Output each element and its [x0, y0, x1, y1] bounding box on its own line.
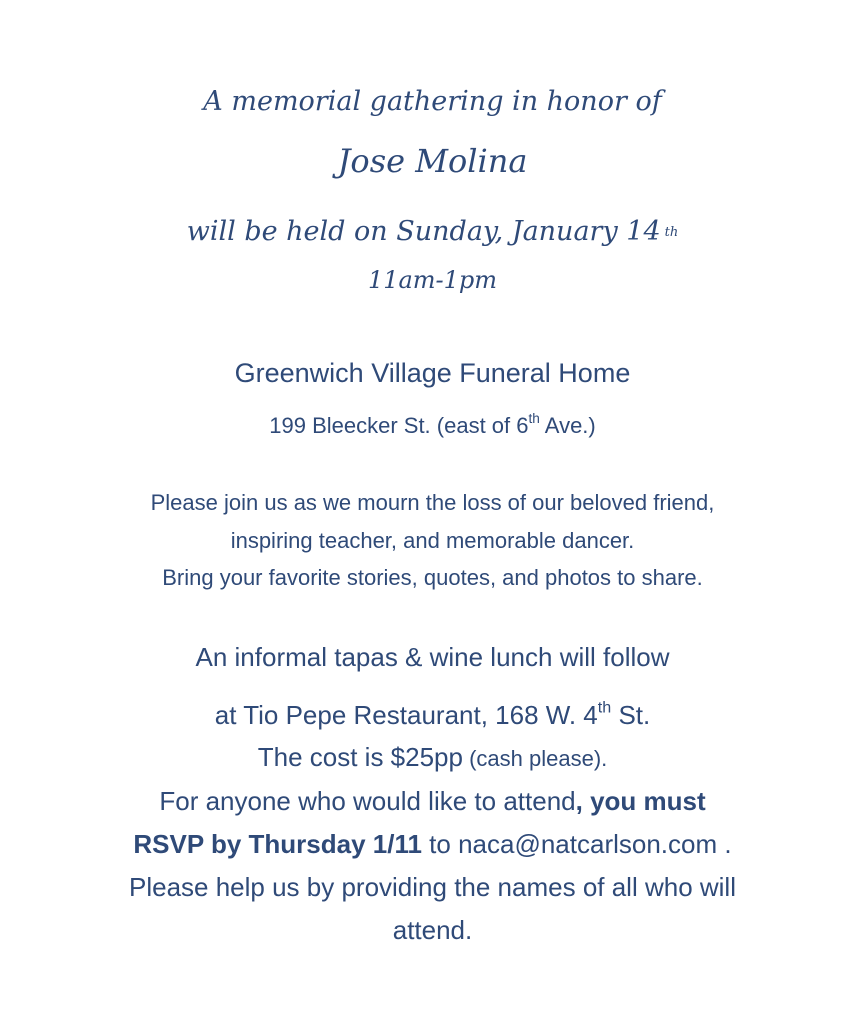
message-line-1: Please join us as we mourn the loss of our beloved friend, [150, 490, 715, 515]
venue-name: Greenwich Village Funeral Home [234, 358, 631, 388]
lunch-location-sup: th [597, 698, 612, 717]
rsvp-bold-1: , you must [575, 786, 706, 816]
rsvp-deadline: RSVP by Thursday 1/11 [133, 829, 422, 859]
rsvp-email[interactable]: naca@natcarlson.com [458, 829, 718, 859]
lunch-location-pre: at Tio Pepe Restaurant, 168 W. 4 [214, 700, 598, 730]
address-post: Ave.) [539, 413, 596, 438]
rsvp-end: . [717, 829, 732, 859]
help-line-1: Please help us by providing the names of all who will [128, 872, 736, 902]
address-pre: 199 Bleecker St. (east of 6 [269, 413, 529, 438]
lunch-line-2 [0, 700, 865, 731]
cost-main: The cost is $25pp [257, 742, 463, 772]
date-text: will be held on Sunday, January 14 [186, 216, 661, 247]
date-line [0, 216, 865, 247]
cost-note: (cash please). [462, 746, 608, 771]
rsvp-to: to [421, 829, 459, 859]
lunch-location-post: St. [611, 700, 651, 730]
venue-address [0, 413, 865, 439]
message-line-2: inspiring teacher, and memorable dancer. [230, 528, 635, 553]
rsvp-pre: For anyone who would like to attend [159, 786, 576, 816]
rsvp-line-2 [0, 829, 865, 860]
honoree-name: Jose Molina [337, 142, 528, 180]
intro-text: A memorial gathering in honor of [203, 86, 662, 117]
lunch-line-1: An informal tapas & wine lunch will follow [195, 642, 670, 672]
address-sup: th [528, 411, 540, 427]
date-suffix: th [664, 225, 679, 241]
help-line-2: attend. [392, 915, 473, 945]
time-text: 11am-1pm [367, 266, 498, 294]
message-line-3: Bring your favorite stories, quotes, and photos to share. [162, 565, 703, 590]
rsvp-line-1 [0, 786, 865, 817]
cost-line [0, 742, 865, 773]
